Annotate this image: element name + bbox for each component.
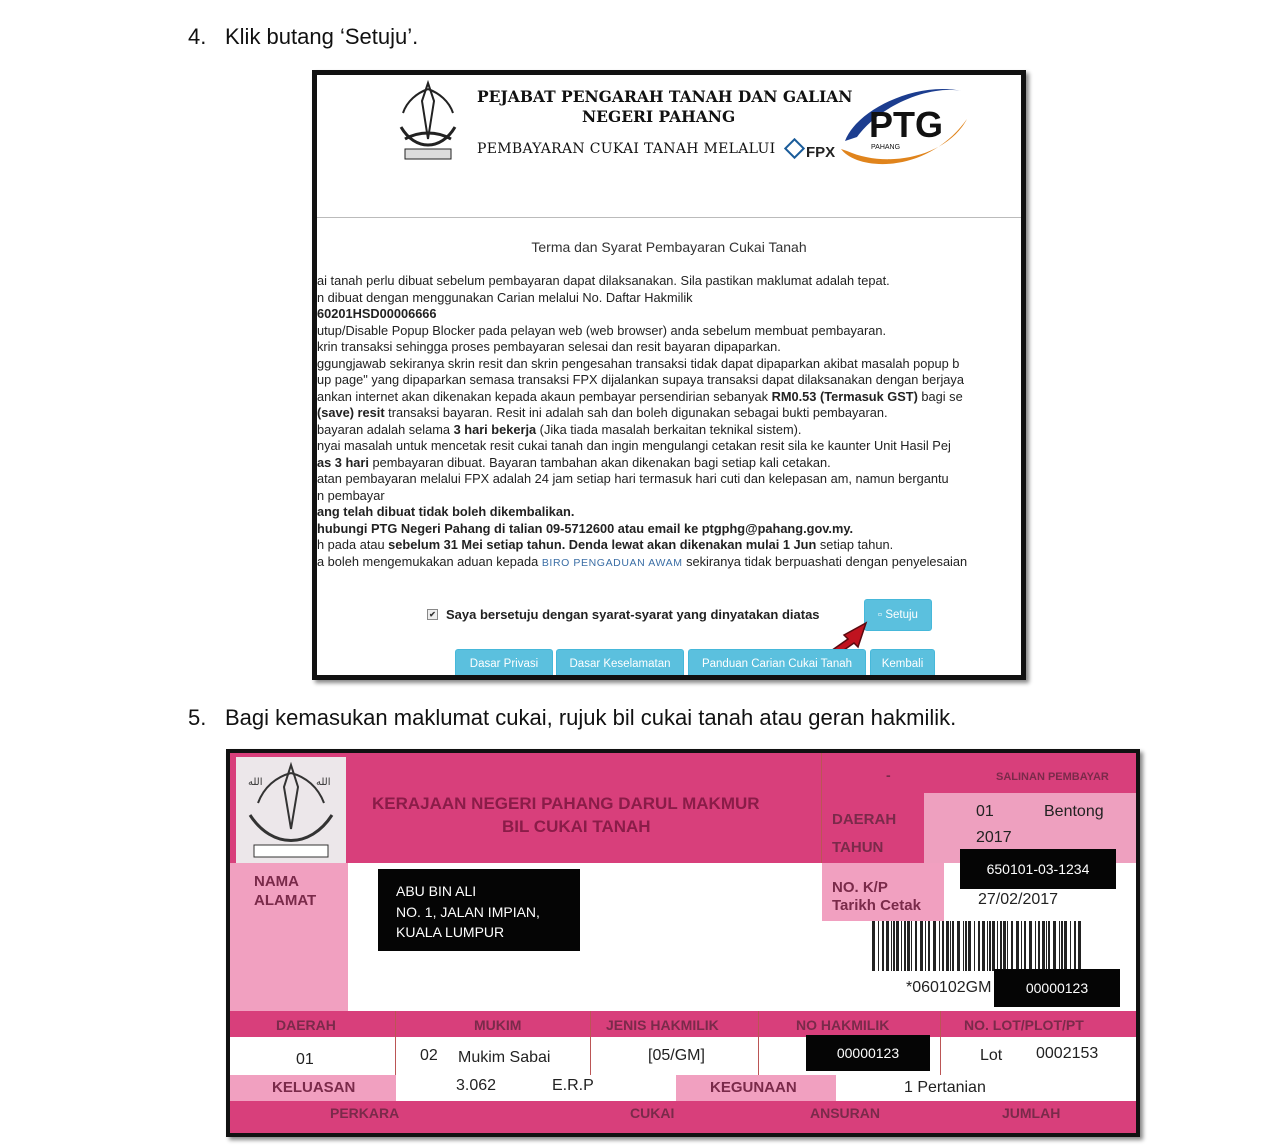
header-perkara: PERKARA [330,1105,400,1121]
row-jenis-hakmilik: [05/GM] [648,1047,705,1064]
barcode-bar [901,921,902,971]
header-no-lot: NO. LOT/PLOT/PT [964,1017,1084,1033]
divider [758,1011,759,1075]
row-mukim-name: Mukim Sabai [458,1049,551,1066]
fpx-label: FPX [806,144,836,161]
terms-line [317,323,1021,340]
dasar-privasi-button[interactable]: Dasar Privasi [455,649,553,679]
copy-label: SALINAN PEMBAYAR [996,771,1109,783]
terms-line [317,455,1021,472]
terms-text: as 3 hari [317,454,369,470]
barcode-bar [978,921,980,971]
keluasan-unit: E.R.P [552,1077,594,1094]
step-text: Klik butang ‘Setuju’. [225,24,419,49]
crest-text-right: الله [316,777,331,788]
barcode-bar [928,921,930,971]
tarikh-cetak-label: Tarikh Cetak [832,897,921,914]
barcode-bar [1011,921,1013,971]
terms-text: ang telah dibuat tidak boleh dikembalikan. [317,504,575,519]
terms-text: setiap tahun. [816,537,894,552]
daerah-label: DAERAH [832,811,897,828]
header-ansuran: ANSURAN [810,1105,880,1121]
terms-title: Terma dan Syarat Pembayaran Cukai Tanah [531,239,807,255]
terms-text: ggungjawab sekiranya skrin resit dan skrin pengesahan transaksi tidak dapat dipaparkan akibat masalah popup b [317,355,960,371]
terms-line [317,389,1021,406]
barcode-mask: 00000123 [994,969,1120,1007]
barcode-bar [878,921,879,971]
payment-portal-screenshot [312,70,1026,680]
biro-pengaduan-link[interactable]: BIRO PENGADUAN AWAM [541,556,683,569]
terms-line [317,339,1021,356]
terms-text: h pada atau [317,537,389,552]
terms-text: (save) resit [317,405,385,420]
terms-list [317,273,1021,570]
agree-text: Saya bersetuju dengan syarat-syarat yang dinyatakan diatas [446,607,820,622]
terms-line [317,356,1021,373]
terms-text: utup/Disable Popup Blocker pada pelayan web (web browser) anda sebelum membuat pembayaran. [317,322,887,338]
barcode-bar [942,921,944,971]
step-number: 5. [188,705,207,730]
land-tax-bill-image [226,749,1140,1137]
terms-text: ankan internet akan dikenakan kepada akaun pembayar persendirian sebanyak [317,388,772,404]
terms-line [317,554,1021,571]
barcode-icon [872,921,1082,973]
bill-title-line1: KERAJAAN NEGERI PAHANG DARUL MAKMUR [372,794,760,813]
crest-text-left: الله [248,777,263,788]
terms-text: hubungi PTG Negeri Pahang di talian 09-5712600 atau email ke ptgphg@pahang.gov.my. [317,520,854,536]
terms-text: up page" yang dipaparkan semasa transaksi FPX dijalankan supaya transaksi dapat dilaksanakan dengan berjaya [317,372,964,387]
address-line2: KUALA LUMPUR [396,924,505,940]
terms-text: n pembayar [317,487,385,503]
barcode-bar [989,921,991,971]
agree-checkbox[interactable]: ✔ [427,609,438,620]
fpx-logo [787,141,835,161]
tarikh-cetak-value: 27/02/2017 [978,891,1059,908]
step-text: Bagi kemasukan maklumat cukai, rujuk bil cukai tanah atau geran hakmilik. [225,705,957,730]
barcode-text: *060102GM [906,979,992,996]
barcode-bar [965,921,967,971]
terms-text: 3 hari bekerja [453,421,537,437]
ptg-logo [837,79,972,175]
barcode-bar [920,921,923,971]
daerah-name: Bentong [1044,803,1104,820]
ptg-logo-sub: PAHANG [871,144,901,151]
barcode-bar [946,921,949,971]
terms-line [317,488,1021,505]
header-daerah: DAERAH [276,1017,336,1033]
panduan-carian-button[interactable]: Panduan Carian Cukai Tanah [688,649,866,679]
name-line: ABU BIN ALI [396,883,477,899]
barcode-bar [911,921,912,971]
row-lot-prefix: Lot [980,1047,1003,1064]
terms-text: atan pembayaran melalui FPX adalah 24 jam setiap hari termasuk hari cuti dan kelepasan am, namun bergantu [317,471,949,486]
terms-text: bagi se [917,388,963,404]
fpx-diamond-icon [784,138,805,159]
barcode-bar [1000,921,1002,971]
tahun-value: 2017 [976,829,1012,846]
terms-line [317,290,1021,307]
barcode-bar [872,921,875,971]
bill-crest-icon [236,757,346,865]
daerah-code: 01 [976,803,994,820]
terms-line [317,372,1021,389]
barcode-bar [904,921,906,971]
kegunaan-label: KEGUNAAN [710,1079,797,1096]
terms-text: sebelum 31 Mei setiap tahun. Denda lewat akan dikenakan mulai 1 Jun [388,537,817,552]
barcode-bar [1053,921,1056,971]
payment-title: PEMBAYARAN CUKAI TANAH MELALUI [477,141,776,157]
terms-text: 60201HSD00006666 [317,306,437,321]
terms-line [317,521,1021,538]
barcode-bar [1046,921,1047,971]
terms-line [317,306,1021,323]
terms-text: a boleh mengemukakan aduan kepada [317,553,542,569]
terms-line [317,504,1021,521]
barcode-bar [886,921,889,971]
barcode-bar [1016,921,1019,971]
keluasan-value-cell [396,1075,676,1101]
keluasan-value: 3.062 [456,1077,497,1094]
agree-row [427,607,820,622]
step-4-instruction [188,24,418,50]
kegunaan-value: 1 Pertanian [904,1079,986,1096]
address-line1: NO. 1, JALAN IMPIAN, [396,903,540,920]
check-icon: ▫ [878,609,883,621]
terms-line [317,273,1021,290]
barcode-bar [982,921,985,971]
row-no-hakmilik: 00000123 [806,1035,930,1071]
keluasan-label: KELUASAN [272,1079,356,1096]
step-number: 4. [188,24,207,49]
dash-mark: - [886,767,891,783]
terms-text: krin transaksi sehingga proses pembayaran selesai dan resit bayaran dipaparkan. [317,339,781,354]
barcode-bar [997,921,998,971]
barcode-bar [1021,921,1022,971]
barcode-bar [891,921,892,971]
name-address-box [378,869,580,951]
terms-line [317,422,1021,439]
barcode-bar [1003,921,1006,971]
nama-label: NAMA [254,873,299,890]
terms-text: ai tanah perlu dibuat sebelum pembayaran dapat dilaksanakan. Sila pastikan maklumat adalah tepat. [317,273,890,288]
terms-text: pembayaran dibuat. Bayaran tambahan akan dikenakan bagi setiap kali cetakan. [368,454,831,470]
row-lot-number: 0002153 [1036,1045,1099,1062]
divider [940,1011,941,1075]
ptg-logo-text: PTG [869,104,944,145]
header-jenis-hakmilik: JENIS HAKMILIK [606,1017,719,1033]
org-name-line1: PEJABAT PENGARAH TANAH DAN GALIAN [477,87,853,106]
header-cukai: CUKAI [630,1105,675,1121]
barcode-bar [925,921,926,971]
crest-graphic [236,757,346,865]
step-5-instruction [188,705,956,731]
barcode-bar [915,921,917,971]
header-mukim: MUKIM [474,1017,522,1033]
header-no-hakmilik: NO HAKMILIK [796,1017,890,1033]
barcode-bar [939,921,940,971]
barcode-bar [896,921,899,971]
setuju-button[interactable] [864,599,932,631]
terms-line [317,471,1021,488]
setuju-label: Setuju [882,609,918,621]
kegunaan-value-cell [836,1075,1136,1101]
terms-text: bayaran adalah selama [317,421,454,437]
alamat-label: ALAMAT [254,892,317,909]
divider [395,1011,396,1075]
barcode-bar [950,921,951,971]
terms-text: RM0.53 (Termasuk GST) [771,388,918,404]
terms-line [317,438,1021,455]
divider [590,1011,591,1075]
barcode-bar [1070,921,1071,971]
barcode-bar [987,921,988,971]
terms-text: sekiranya tidak berpuashati dengan penyelesaian [682,553,968,569]
terms-line [317,537,1021,554]
barcode-bar [893,921,895,971]
header-jumlah: JUMLAH [1002,1105,1061,1121]
header-divider [317,217,1021,218]
terms-text: transaksi bayaran. Resit ini adalah sah dan boleh digunakan sebagai bukti pembayaran. [384,405,888,420]
barcode-bar [1024,921,1026,971]
barcode-bar [952,921,954,971]
name-address-text [396,881,540,943]
barcode-bar [1038,921,1040,971]
barcode-bar [957,921,960,971]
row-daerah: 01 [296,1051,314,1068]
barcode-bar [968,921,971,971]
dasar-keselamatan-button[interactable]: Dasar Keselamatan [556,649,684,679]
barcode-bar [1078,921,1081,971]
tahun-label: TAHUN [832,839,884,856]
barcode-bar [1064,921,1067,971]
nokp-label: NO. K/P [832,879,888,896]
terms-text: n dibuat dengan menggunakan Carian melalui No. Daftar Hakmilik [317,289,693,305]
kembali-button[interactable]: Kembali [870,649,935,679]
barcode-bar [963,921,964,971]
barcode-bar [1042,921,1045,971]
barcode-bar [1074,921,1076,971]
barcode-bar [1061,921,1063,971]
barcode-bar [1007,921,1008,971]
barcode-bar [974,921,975,971]
bill-title-line2: BIL CUKAI TANAH [502,817,651,836]
terms-line [317,405,1021,422]
barcode-bar [992,921,995,971]
barcode-bar [907,921,910,971]
pahang-crest-icon [395,79,461,165]
org-name-line2: NEGERI PAHANG [582,107,736,126]
nokp-value: 650101-03-1234 [960,849,1116,889]
barcode-bar [1048,921,1050,971]
barcode-bar [1059,921,1060,971]
barcode-bar [1035,921,1036,971]
barcode-bar [1029,921,1032,971]
barcode-bar [882,921,884,971]
terms-text: nyai masalah untuk mencetak resit cukai tanah dan ingin mengulangi cetakan resit sila ke kaunter Unit Hasil Pej [317,438,951,453]
row-mukim-code: 02 [420,1047,438,1064]
barcode-bar [933,921,936,971]
terms-text: (Jika tiada masalah berkaitan teknikal sistem). [536,421,802,437]
